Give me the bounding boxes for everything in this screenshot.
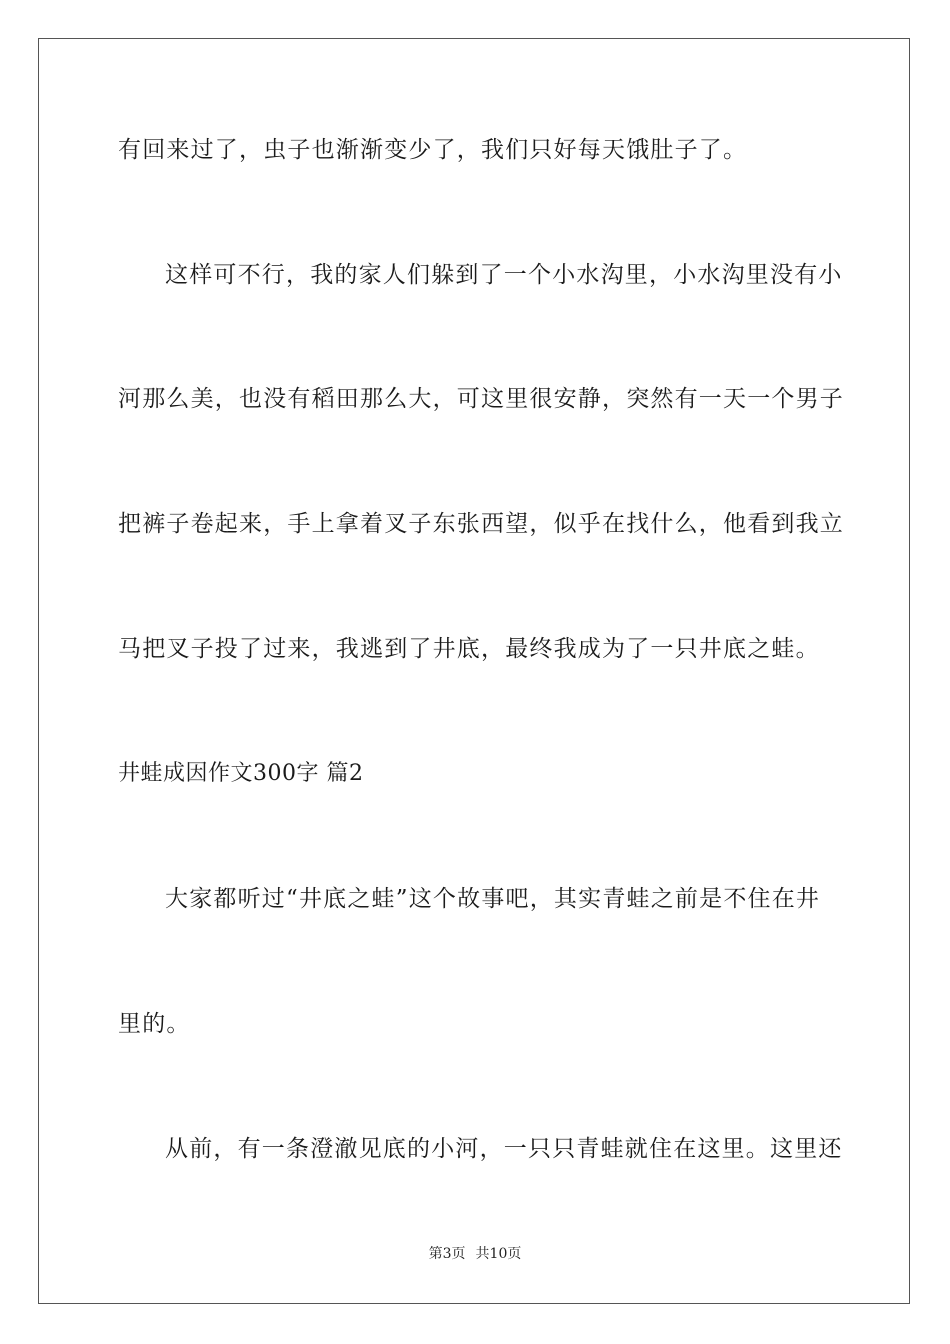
section-heading: 井蛙成因作文300字 篇2 bbox=[118, 761, 364, 786]
paragraph-line: 河那么美，也没有稻田那么大，可这里很安静，突然有一天一个男子 bbox=[118, 386, 844, 412]
page-number: 第3页 bbox=[428, 1246, 466, 1262]
paragraph-line: 里的。 bbox=[118, 1011, 191, 1037]
page-border bbox=[38, 38, 910, 1304]
paragraph-line: 这样可不行，我的家人们躲到了一个小水沟里，小水沟里没有小 bbox=[165, 262, 843, 288]
paragraph-line: 马把叉子投了过来，我逃到了井底，最终我成为了一只井底之蛙。 bbox=[118, 636, 820, 662]
page-total: 共10页 bbox=[475, 1246, 522, 1262]
page-footer bbox=[0, 1245, 950, 1263]
paragraph-line: 把裤子卷起来，手上拿着叉子东张西望，似乎在找什么，他看到我立 bbox=[118, 511, 844, 537]
paragraph-line: 有回来过了，虫子也渐渐变少了，我们只好每天饿肚子了。 bbox=[118, 137, 748, 163]
paragraph-line: 大家都听过“井底之蛙”这个故事吧，其实青蛙之前是不住在井 bbox=[165, 886, 821, 912]
paragraph-line: 从前，有一条澄澈见底的小河，一只只青蛙就住在这里。这里还 bbox=[165, 1136, 843, 1162]
